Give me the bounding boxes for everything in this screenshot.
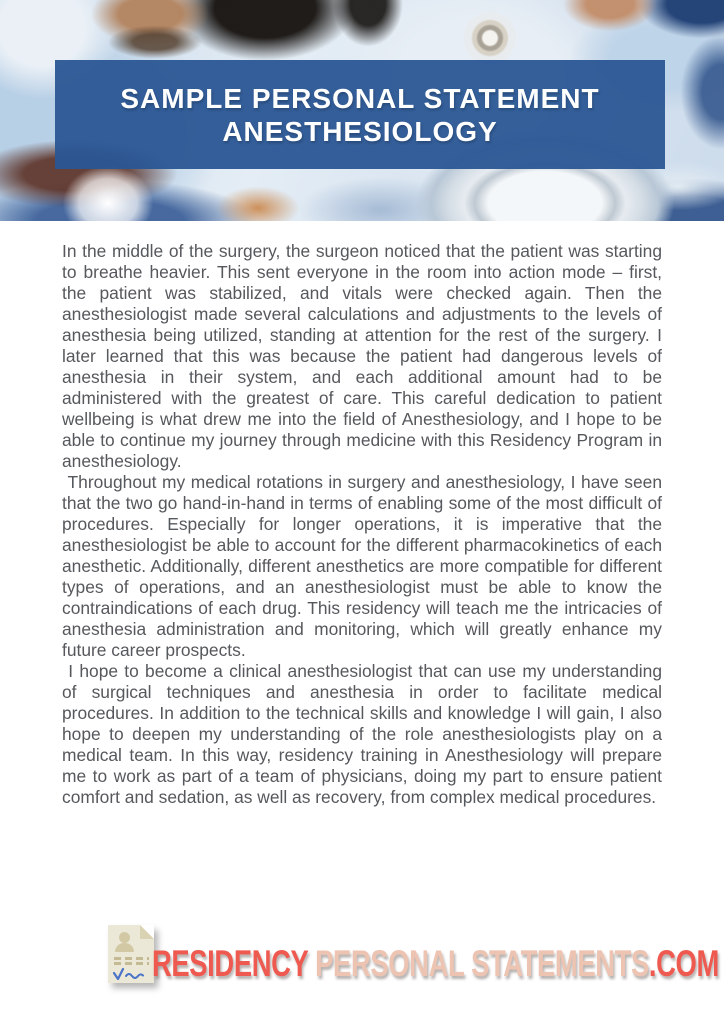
- surgery-photo: [0, 0, 724, 221]
- personal-statement-body: [0, 221, 724, 808]
- statement-paragraph-2: Throughout my medical rotations in surgery and anesthesiology, I have seen that the two go hand-in-hand in terms of enabling some of the most difficult of procedures. Especially for longer operations, it is imperative that the anesthesiologist be able to account for the different pharmacokinetics of each anesthetic. Additionally, different anesthetics are more compatible for different types of operations, and an anesthesiologist must be able to know the contraindications of each drug. This residency will teach me the intricacies of anesthesia administration and monitoring, which will greatly enhance my future career prospects.: [62, 472, 667, 660]
- logo-wordmark-residency: RESIDENCY: [152, 943, 308, 984]
- signature-icon: [112, 967, 150, 982]
- person-avatar-shape: [119, 932, 130, 943]
- site-logo[interactable]: [108, 925, 724, 983]
- title-banner: [55, 60, 665, 169]
- page-title-line2: ANESTHESIOLOGY: [222, 115, 498, 147]
- text-line-decoration: [114, 957, 149, 960]
- statement-paragraph-3: I hope to become a clinical anesthesiologist that can use my understanding of surgical techniques and anesthesia in order to facilitate medical procedures. In addition to the technical skills and knowledge I will gain, I also hope to deepen my understanding of the role anesthesiologists play on a medical team. In this way, residency training in Anesthesiology will prepare me to work as part of a team of physicians, doing my part to ensure patient comfort and sedation, as well as recovery, from complex medical procedures.: [62, 661, 667, 807]
- person-avatar-shape: [115, 943, 134, 952]
- page-title: [120, 82, 599, 148]
- document-icon: [108, 925, 154, 983]
- page-title-line1: SAMPLE PERSONAL STATEMENT: [120, 82, 600, 114]
- text-line-decoration: [114, 962, 149, 965]
- logo-wordmark-personal-statements: PERSONAL STATEMENTS: [307, 943, 649, 984]
- logo-wordmark[interactable]: [152, 945, 719, 982]
- statement-paragraph-1: In the middle of the surgery, the surgeon noticed that the patient was starting to breathe heavier. This sent everyone in the room into action mode – first, the patient was stabilized, and vitals were checked again. Then the anesthesiologist made several calculations and adjustments to the levels of anesthesia being utilized, standing at attention for the rest of the surgery. I later learned that this was because the patient had dangerous levels of anesthesia in their system, and each additional amount had to be administered with the greatest of care. This careful dedication to patient wellbeing is what drew me into the field of Anesthesiology, and I hope to be able to continue my journey through medicine with this Residency Program in anesthesiology.: [62, 241, 667, 471]
- logo-wordmark-com: .COM: [648, 943, 719, 984]
